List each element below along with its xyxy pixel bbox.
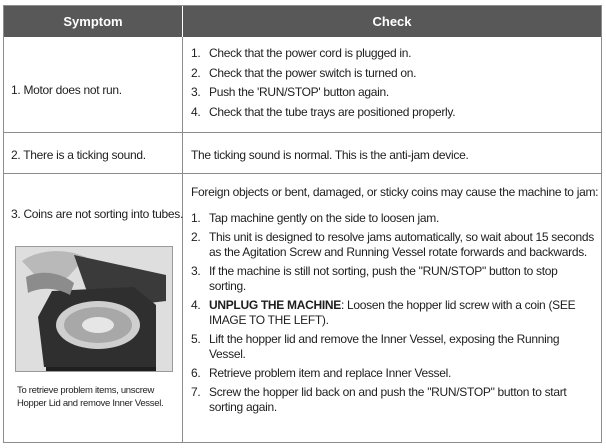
row3-step-bold: UNPLUG THE MACHINE [209, 298, 341, 312]
row1-check-num: 2. [191, 65, 201, 80]
coin-sorter-illustration [16, 247, 173, 372]
photo-caption [17, 384, 163, 410]
row1-check-text: Check that the power switch is turned on. [209, 65, 417, 80]
row1-check-item [191, 46, 455, 66]
row3-step-item [191, 230, 594, 260]
row3-step-text: Vessel. [209, 347, 246, 361]
row3-step-item [191, 298, 594, 328]
row3-step-num: 1. [191, 211, 201, 225]
row3-step-item [191, 366, 594, 381]
row3-step-num: 5. [191, 332, 201, 346]
row1-check-num: 3. [191, 85, 201, 99]
row3-step-item [191, 332, 594, 362]
row1-check-num: 1. [191, 46, 201, 60]
row3-step-text: Retrieve problem item and replace Inner Vessel. [209, 366, 452, 380]
row2-check: The ticking sound is normal. This is the anti-jam device. [191, 148, 469, 162]
row3-step-item [191, 211, 594, 226]
row3-step-item [191, 385, 594, 415]
row3-step-text: IMAGE TO THE LEFT). [209, 313, 329, 327]
row3-step-text: sorting. [209, 279, 246, 293]
row1-check-item [191, 85, 455, 105]
row3-symptom: 3. Coins are not sorting into tubes. [11, 207, 183, 221]
row1-check-item [191, 105, 455, 125]
row1-check-text: Push the 'RUN/STOP' button again. [209, 85, 389, 99]
row3-step-text: as the Agitation Screw and Running Vessel rotate forwards and backwards. [209, 245, 587, 259]
row3-step-num: 3. [191, 264, 201, 278]
row3-step-num: 4. [191, 298, 201, 312]
row3-step-text: sorting again. [209, 400, 277, 414]
row3-intro: Foreign objects or bent, damaged, or sticky coins may cause the machine to jam: [191, 185, 599, 199]
row1-check-list [191, 46, 455, 124]
row3-step-item [191, 264, 594, 294]
row1-check-num: 4. [191, 104, 201, 119]
row2-symptom: 2. There is a ticking sound. [11, 148, 146, 162]
row1-symptom: 1. Motor does not run. [11, 83, 122, 97]
hopper-photo [15, 246, 173, 372]
row3-step-num: 7. [191, 385, 201, 399]
column-divider [182, 37, 183, 442]
troubleshooting-table [3, 5, 602, 443]
row3-step-text: If the machine is still not sorting, push the "RUN/STOP" button to stop [209, 264, 558, 278]
row3-step-text: : Loosen the hopper lid screw with a coin (SEE [340, 298, 576, 312]
row-divider [4, 173, 601, 174]
photo-caption-line: To retrieve problem items, unscrew [17, 385, 155, 396]
row3-step-text: Tap machine gently on the side to loosen jam. [209, 211, 439, 225]
row1-check-text: Check that the power cord is plugged in. [209, 46, 412, 60]
row3-step-text: Lift the hopper lid and remove the Inner Vessel, exposing the Running [209, 332, 560, 346]
row3-step-text: Screw the hopper lid back on and push the "RUN/STOP" button to start [209, 385, 567, 399]
header-check: Check [183, 6, 601, 37]
row3-step-list [191, 211, 594, 419]
header-symptom: Symptom [4, 6, 182, 37]
row1-check-text: Check that the tube trays are positioned properly. [209, 104, 456, 119]
row3-step-text: This unit is designed to resolve jams automatically, so wait about 15 seconds [209, 230, 594, 244]
photo-caption-line: Hopper Lid and remove Inner Vessel. [17, 398, 164, 409]
row-divider [4, 132, 601, 133]
row3-step-num: 6. [191, 366, 201, 380]
row1-check-item [191, 66, 455, 86]
row3-step-num: 2. [191, 230, 201, 244]
